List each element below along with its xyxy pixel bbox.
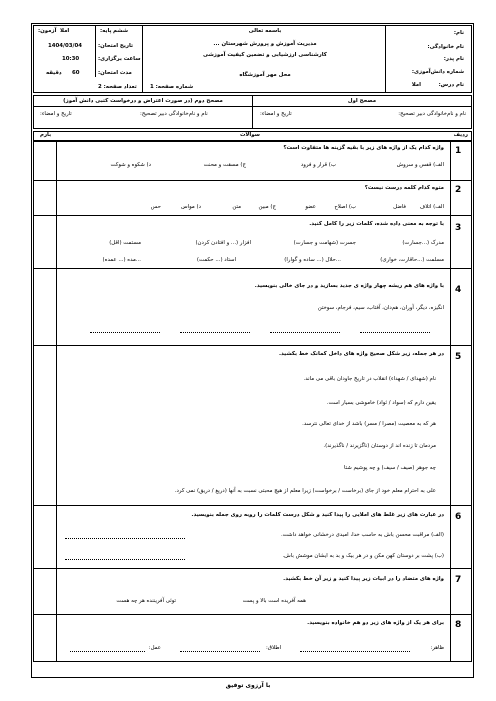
stamp-place: محل مهر آموزشگاه [239, 72, 291, 78]
q8-item: ظاهر: [430, 645, 444, 651]
q4-number: 4 [455, 285, 462, 295]
q2-option-c2: متن [232, 204, 241, 210]
q3-item: ...حلال (... ساده و گوارا) [284, 257, 341, 263]
q6-number: 6 [455, 512, 462, 522]
duration-unit: دقیقه [46, 70, 62, 76]
q2-text: متوه کدام کلمه درست نیست؟ [364, 185, 444, 191]
exam-value: املا [411, 82, 421, 88]
q5-item: یقین دارم که (سواد / ثواد) خاموشی بسیار است. [326, 400, 436, 406]
second-corrector-name: نام و نام‌خانوادگی دبیر تصحیح: [140, 111, 208, 117]
q3-number: 3 [455, 223, 462, 233]
score-header: بارم [40, 132, 52, 138]
test-label: آزمون: [38, 28, 57, 34]
q7-text: واژه های متضاد را در ابیات زیر پیدا کنید و زیر آن خط بکشید. [283, 576, 444, 582]
q5-item: نام (شهدای / شهداء) انقلاب در تاریخ جاودان باقی می ماند. [303, 376, 436, 382]
q2-option-b2: عضو [305, 204, 316, 210]
grade-value: ششم [113, 28, 129, 34]
q1-text: واژه کدام یک از واژه های زیر با بقیه گزینه ها متفاوت است؟ [283, 145, 444, 151]
q3-item: مستمت (اقل) [109, 240, 141, 246]
q2-option-d: د) مواس [181, 204, 201, 210]
q3-item: مدرک (...جسارت) [402, 240, 444, 246]
q8-number: 8 [455, 620, 462, 630]
q6-item: (الف) مراقبت محسن باش به حاسب خدا، امیدی درخشانی خواهد داشت. [280, 532, 444, 538]
name-label: نام: [453, 30, 464, 36]
q6-item: (ب) پشت بر دوستان کهن مکن و در هر بیک و بد به ایشان موشش باش. [282, 553, 444, 559]
q7-verse-2: توئی آفریننده هر چه هست [116, 598, 176, 604]
q6-text: در عبارت های زیر غلط های املایی را پیدا کنید و شکل درست کلمات را روبه روی جمله بنویسید. [191, 512, 444, 518]
org-line-2: کارشناسی ارزشیابی و تضمین کیفیت آموزشی [203, 52, 327, 58]
q5-item: چه جوهر (صیف / سیف) و چه پوشیم شتا [343, 465, 436, 471]
q5-item: مردمان تا زنده اند از دوستان (ناگزیرند / ناگذیرند). [323, 443, 436, 449]
date-label: تاریخ امتحان: [98, 43, 133, 49]
q2-option-c: ج) مبین [258, 204, 276, 210]
q8-item: عمل: [148, 645, 161, 651]
org-line-1: مدیریت آموزش و پرورش شهرستان ... [213, 41, 317, 47]
row-header: ردیف [453, 132, 468, 138]
q5-item: علی به احترام معلم خود از جای (برخاست / برخواست) زیرا معلم از هیچ محبتی نسبت به آنها (دریغ / دریق) نمی کرد. [174, 488, 436, 494]
q4-words: انگیزه، دیگر، آوران، هم‌دان، آفتاب، سیم، فرجام، سوختن [317, 305, 444, 311]
second-corrector: مصحح دوم (در صورت اعتراض و درخواست کتبی دانش آموز) [63, 98, 223, 104]
q2-number: 2 [455, 185, 462, 195]
father-label: نام پدر: [443, 56, 464, 62]
q1-option-a: الف) قفس و سروش [396, 162, 444, 168]
second-corrector-date: تاریخ و امضاء: [40, 111, 72, 117]
q3-item: جسرت (شهامت و جسارت) [293, 240, 356, 246]
q1-option-d: د) شکوه و شوکت [110, 162, 151, 168]
time-label: ساعت برگزاری: [98, 56, 141, 62]
q3-item: استاد (... حکمت) [196, 257, 236, 263]
q4-text: با واژه های هم ریشه چهار واژه ی جدید بسازید و در جای خالی بنویسید. [254, 283, 444, 289]
q1-option-b: ب) قرار و فرود [300, 162, 336, 168]
q2-option-b: ب) اصلاح [334, 204, 356, 210]
first-corrector-date: تاریخ و امضاء: [260, 111, 292, 117]
bismillah: باسمه تعالی [248, 28, 282, 34]
duration-label: مدت امتحان: [98, 70, 132, 76]
student-no-label: شماره دانش‌آموزی: [411, 69, 464, 75]
date-value: 1404/03/04 [48, 43, 82, 49]
q2-option-d2: حس [150, 204, 161, 210]
q5-item: هر که به معصیت (مصرا / مسر) باشد از خدای تعالی نترسد. [302, 421, 436, 427]
first-corrector-name: نام و نام‌خانوادگی دبیر تصحیح: [398, 111, 466, 117]
q2-option-a: الف) اتلاف [419, 204, 444, 210]
test-value: املا [60, 28, 70, 34]
q7-verse-1: همه آفریده است بالا و پست [242, 598, 306, 604]
q8-text: برای هر یک از واژه های زیر دو هم خانواده بنویسید. [307, 620, 444, 626]
first-corrector: مصحح اول [347, 98, 377, 104]
questions-header: سوالات [240, 132, 260, 138]
page-count: تعداد صفحه: 2 [98, 84, 137, 90]
q5-number: 5 [455, 352, 462, 362]
exam-label: نام درس: [438, 82, 464, 88]
q3-text: با توجه به معنی داده شده، کلمات زیر را کامل کنید. [309, 221, 444, 227]
q8-item: اطلاق: [265, 645, 281, 651]
page-number: شماره صفحه: 1 [150, 84, 194, 90]
q1-option-c: ج) مسقت و محنت [203, 162, 246, 168]
q1-number: 1 [455, 146, 462, 156]
q2-option-a2: فاضل [393, 204, 406, 210]
q5-text: در هر جمله، زیر شکل صحیح واژه های داخل کمانک خط بکشید. [278, 351, 444, 357]
q3-item: ...مده (... عمده) [102, 257, 141, 263]
footer-wish: با آرزوی توفیق [225, 682, 271, 689]
duration-value: 60 [72, 70, 80, 76]
q3-item: افزار (... و افتادن کردن) [195, 240, 251, 246]
q7-number: 7 [455, 575, 462, 585]
time-value: 10:30 [62, 56, 80, 62]
family-label: نام خانوادگی: [427, 44, 464, 50]
q3-item: مسلمت (...حاقارت، خواری) [380, 257, 444, 263]
grade-label: پایه: [100, 28, 112, 34]
